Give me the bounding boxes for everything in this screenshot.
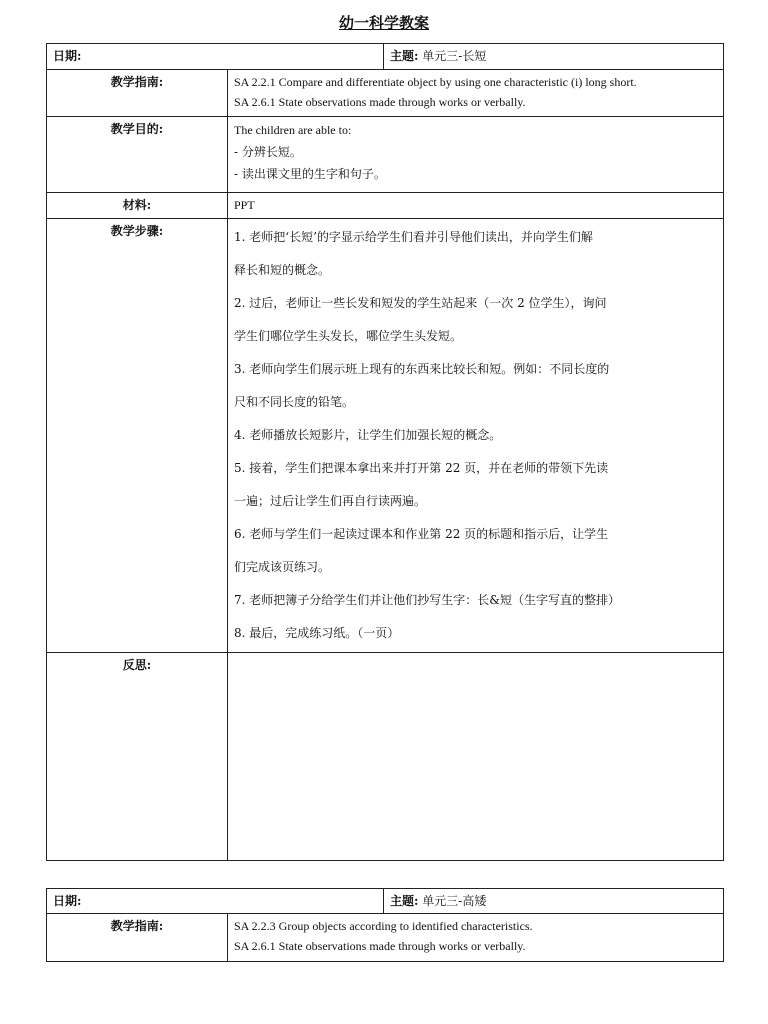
step-line: 学生们哪位学生头发长，哪位学生头发短。 — [234, 329, 463, 343]
topic-field — [384, 889, 724, 914]
objective-item: - 读出课文里的生字和句子。 — [234, 167, 386, 181]
step-line: 1. 老师把‘长短’的字显示给学生们看并引导他们读出，并向学生们解 — [234, 230, 593, 244]
step-line: 4. 老师播放长短影片，让学生们加强长短的概念。 — [234, 428, 502, 442]
guide-content — [228, 70, 724, 117]
steps-content — [228, 219, 724, 653]
guide-label: 教学指南: — [47, 70, 228, 117]
objective-row — [47, 117, 724, 193]
materials-label: 材料: — [47, 193, 228, 219]
objective-intro: The children are able to: — [234, 123, 352, 137]
steps-label: 教学步骤: — [47, 219, 228, 653]
topic-value: 单元三-高矮 — [422, 894, 487, 908]
date-topic-row — [47, 889, 724, 914]
reflection-content — [228, 653, 724, 861]
topic-label: 主题: — [390, 49, 419, 63]
topic-field — [384, 44, 724, 70]
guide-line: SA 2.6.1 State observations made through works or verbally. — [234, 95, 526, 109]
step-line: 7. 老师把簿子分给学生们并让他们抄写生字：长&短（生字写直的整排） — [234, 593, 620, 607]
step-line: 们完成该页练习。 — [234, 560, 331, 574]
guide-row — [47, 914, 724, 962]
step-line: 6. 老师与学生们一起读过课本和作业第 22 页的标题和指示后，让学生 — [234, 527, 609, 541]
topic-value: 单元三-长短 — [422, 49, 487, 63]
guide-line: SA 2.2.1 Compare and differentiate object by using one characteristic (i) long short. — [234, 75, 637, 89]
lesson-plan-table-2 — [46, 888, 724, 962]
reflection-label: 反思: — [47, 653, 228, 861]
guide-label: 教学指南: — [47, 914, 228, 962]
guide-row — [47, 70, 724, 117]
guide-content — [228, 914, 724, 962]
objective-label: 教学目的: — [47, 117, 228, 193]
guide-line: SA 2.6.1 State observations made through works or verbally. — [234, 939, 526, 953]
step-line: 8. 最后，完成练习纸。（一页） — [234, 626, 400, 640]
steps-row — [47, 219, 724, 653]
step-line: 尺和不同长度的铅笔。 — [234, 395, 355, 409]
objective-content — [228, 117, 724, 193]
guide-line: SA 2.2.3 Group objects according to identified characteristics. — [234, 919, 533, 933]
step-line: 5. 接着，学生们把课本拿出来并打开第 22 页，并在老师的带领下先读 — [234, 461, 609, 475]
date-topic-row — [47, 44, 724, 70]
topic-label: 主题: — [390, 894, 419, 908]
date-field: 日期: — [47, 889, 384, 914]
materials-row — [47, 193, 724, 219]
step-line: 2. 过后，老师让一些长发和短发的学生站起来（一次 2 位学生），询问 — [234, 296, 607, 310]
lesson-plan-table-1 — [46, 43, 724, 861]
date-field: 日期: — [47, 44, 384, 70]
page-title: 幼一科学教案 — [338, 14, 429, 32]
materials-value: PPT — [228, 193, 724, 219]
step-line: 3. 老师向学生们展示班上现有的东西来比较长和短。例如：不同长度的 — [234, 362, 610, 376]
objective-item: - 分辨长短。 — [234, 145, 302, 159]
reflection-row — [47, 653, 724, 861]
step-line: 一遍；过后让学生们再自行读两遍。 — [234, 494, 427, 508]
step-line: 释长和短的概念。 — [234, 263, 331, 277]
